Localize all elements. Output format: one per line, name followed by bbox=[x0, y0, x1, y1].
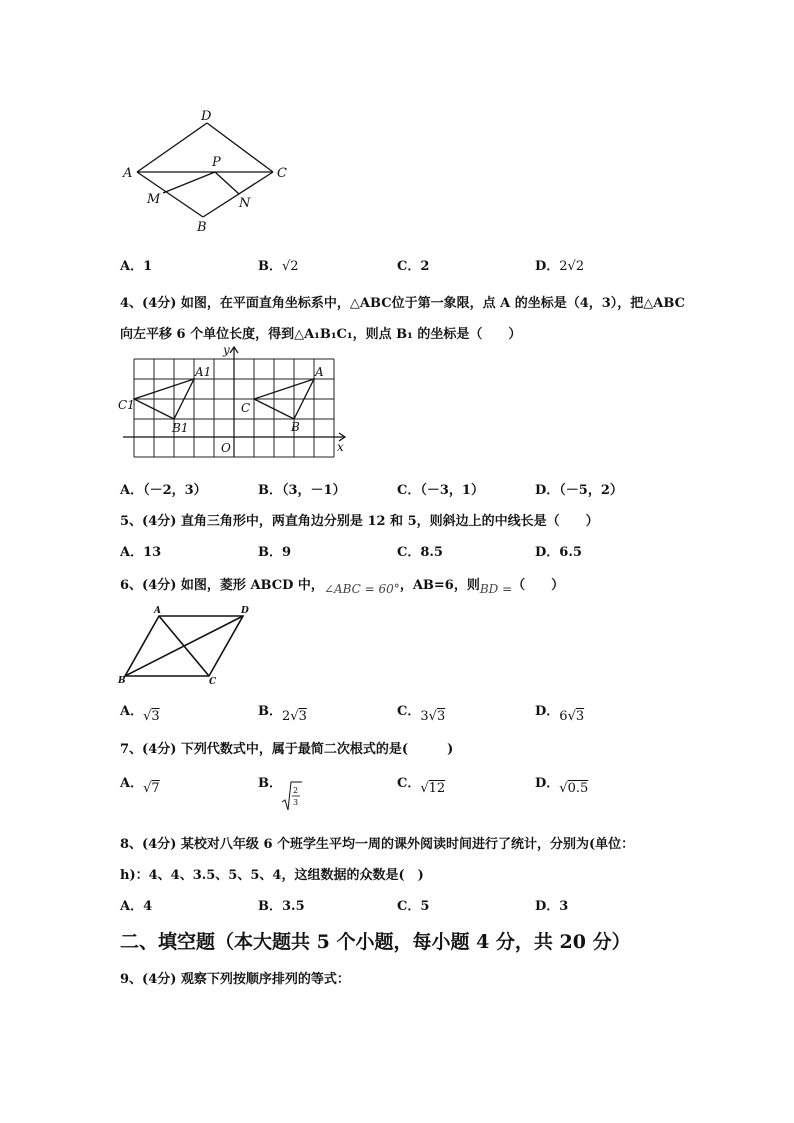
option-coef: 6 bbox=[559, 709, 568, 724]
q4-label-b: B bbox=[291, 420, 300, 434]
option-letter: C． bbox=[397, 259, 421, 274]
q3-label-m: M bbox=[147, 192, 161, 207]
q5-option-b[interactable] bbox=[258, 541, 291, 560]
q3-label-a: A bbox=[123, 166, 133, 181]
option-value: 3 bbox=[559, 899, 569, 914]
q8-question-line2: h)：4、4、3.5、5、5、4，这组数据的众数是( ) bbox=[120, 868, 424, 883]
q4-option-b[interactable] bbox=[258, 479, 346, 498]
option-radicand: 0.5 bbox=[567, 781, 589, 796]
q8-option-a[interactable] bbox=[120, 895, 152, 914]
q3-rhombus-figure bbox=[115, 105, 295, 235]
option-value: 13 bbox=[143, 545, 162, 560]
q9-question: 9、(4分) 观察下列按顺序排列的等式： bbox=[120, 972, 350, 987]
q4-label-y: y bbox=[223, 343, 230, 357]
option-letter: C． bbox=[397, 776, 421, 791]
option-letter: B． bbox=[258, 776, 282, 791]
q3-option-b[interactable] bbox=[258, 255, 299, 274]
option-letter: D． bbox=[535, 776, 560, 791]
q5-question: 5、(4分) 直角三角形中，两直角边分别是 12 和 5，则斜边上的中线长是（ ） bbox=[120, 514, 599, 529]
option-coef: 2 bbox=[282, 709, 291, 724]
q4-label-c1: C1 bbox=[118, 398, 135, 412]
q6-option-c[interactable]: C．3√3 bbox=[397, 704, 446, 724]
q4-label-x: x bbox=[337, 440, 344, 454]
option-letter: B． bbox=[258, 483, 282, 498]
q6-label-b: B bbox=[118, 676, 126, 686]
option-value: 2√2 bbox=[559, 259, 585, 274]
option-radicand: 3 bbox=[436, 709, 446, 724]
q6-option-d[interactable]: D．6√3 bbox=[535, 704, 585, 724]
q6-text-part: ，AB=6，则 bbox=[399, 578, 480, 593]
option-letter: C． bbox=[397, 899, 421, 914]
option-value: 4 bbox=[143, 899, 153, 914]
option-value: （－5，2） bbox=[559, 483, 623, 498]
q3-label-n: N bbox=[239, 196, 251, 211]
q6-bd-expr: BD = bbox=[479, 582, 513, 596]
q6-option-a[interactable]: A．√3 bbox=[120, 704, 160, 724]
option-letter: C． bbox=[397, 545, 421, 560]
q8-question-line1: 8、(4分) 某校对八年级 6 个班学生平均一周的课外阅读时间进行了统计，分别为(单位： bbox=[120, 837, 635, 852]
q4-label-b1: B1 bbox=[172, 421, 189, 435]
q7-option-b-numerator: 2 bbox=[293, 786, 299, 795]
q8-option-c[interactable] bbox=[397, 895, 429, 914]
option-radicand: 3 bbox=[575, 709, 585, 724]
q5-option-a[interactable] bbox=[120, 541, 161, 560]
option-radicand: 7 bbox=[151, 781, 160, 796]
q4-question-line1: 4、(4分) 如图，在平面直角坐标系中，△ABC位于第一象限，点 A 的坐标是（4，3），把△ABC bbox=[120, 296, 685, 311]
q6-question bbox=[120, 574, 565, 596]
option-value: 5 bbox=[420, 899, 430, 914]
q6-rhombus-figure bbox=[115, 606, 265, 688]
option-radicand: 3 bbox=[298, 709, 307, 724]
q7-option-d[interactable]: D．√0.5 bbox=[535, 776, 589, 796]
option-value: 6.5 bbox=[559, 545, 582, 560]
option-letter: A． bbox=[120, 776, 144, 791]
option-value: 9 bbox=[282, 545, 292, 560]
q6-option-b[interactable]: B．2√3 bbox=[258, 704, 307, 724]
option-letter: A． bbox=[120, 545, 144, 560]
option-letter: D． bbox=[535, 483, 560, 498]
option-value: （3，－1） bbox=[282, 483, 346, 498]
option-radicand: 12 bbox=[428, 781, 446, 796]
option-value: （－2，3） bbox=[143, 483, 207, 498]
option-value: 3.5 bbox=[282, 899, 305, 914]
q7-option-b-radical-fraction bbox=[280, 780, 304, 812]
option-letter: D． bbox=[535, 259, 560, 274]
q4-label-a1: A1 bbox=[195, 365, 212, 379]
q3-option-c[interactable] bbox=[397, 255, 429, 274]
option-letter: D． bbox=[535, 704, 560, 719]
q4-coordinate-grid-figure bbox=[115, 343, 355, 460]
q5-option-d[interactable] bbox=[535, 541, 582, 560]
q6-text-part: （ ） bbox=[512, 578, 565, 593]
option-letter: B． bbox=[258, 545, 282, 560]
q8-option-d[interactable] bbox=[535, 895, 568, 914]
q7-option-b[interactable] bbox=[258, 772, 282, 791]
q3-label-p: P bbox=[212, 155, 221, 170]
option-letter: B． bbox=[258, 704, 282, 719]
q7-option-c[interactable]: C．√12 bbox=[397, 776, 446, 796]
q3-option-a[interactable] bbox=[120, 255, 152, 274]
q6-label-a: A bbox=[154, 606, 161, 616]
option-letter: A． bbox=[120, 704, 144, 719]
q3-label-c: C bbox=[277, 166, 287, 181]
option-letter: B． bbox=[258, 259, 282, 274]
q7-question: 7、(4分) 下列代数式中，属于最简二次根式的是( ) bbox=[120, 742, 454, 757]
q7-option-a[interactable]: A．√7 bbox=[120, 776, 160, 796]
option-letter: A． bbox=[120, 483, 144, 498]
option-value: 8.5 bbox=[420, 545, 443, 560]
option-value: 1 bbox=[143, 259, 153, 274]
q7-option-b-denominator: 3 bbox=[293, 798, 299, 807]
option-letter: B． bbox=[258, 899, 282, 914]
option-letter: A． bbox=[120, 259, 144, 274]
q3-option-d[interactable] bbox=[535, 255, 584, 274]
option-letter: D． bbox=[535, 545, 560, 560]
option-value: （－3，1） bbox=[420, 483, 484, 498]
q6-label-c: C bbox=[209, 677, 217, 687]
section-heading-fill-in: 二、填空题（本大题共 5 个小题，每小题 4 分，共 20 分） bbox=[120, 931, 631, 953]
q5-option-c[interactable] bbox=[397, 541, 443, 560]
option-letter: C． bbox=[397, 704, 421, 719]
option-value: 2 bbox=[420, 259, 430, 274]
q4-question-line2: 向左平移 6 个单位长度，得到△A₁B₁C₁，则点 B₁ 的坐标是（ ） bbox=[120, 327, 522, 342]
q4-label-c: C bbox=[241, 401, 251, 415]
q3-label-b: B bbox=[197, 220, 207, 235]
option-letter: D． bbox=[535, 899, 560, 914]
option-letter: C． bbox=[397, 483, 421, 498]
q4-label-o: O bbox=[221, 441, 231, 455]
option-value: √2 bbox=[282, 259, 299, 274]
q6-label-d: D bbox=[241, 606, 249, 616]
q3-label-d: D bbox=[201, 109, 212, 124]
q8-option-b[interactable] bbox=[258, 895, 305, 914]
option-coef: 3 bbox=[420, 709, 429, 724]
q6-angle-expr: ∠ABC = 60° bbox=[323, 582, 400, 596]
option-radicand: 3 bbox=[151, 709, 160, 724]
q4-label-a: A bbox=[315, 365, 324, 379]
q6-text-part: 6、(4分) 如图，菱形 ABCD 中， bbox=[120, 578, 324, 593]
q4-option-c[interactable] bbox=[397, 479, 484, 498]
q4-option-a[interactable] bbox=[120, 479, 207, 498]
option-letter: A． bbox=[120, 899, 144, 914]
q4-option-d[interactable] bbox=[535, 479, 623, 498]
